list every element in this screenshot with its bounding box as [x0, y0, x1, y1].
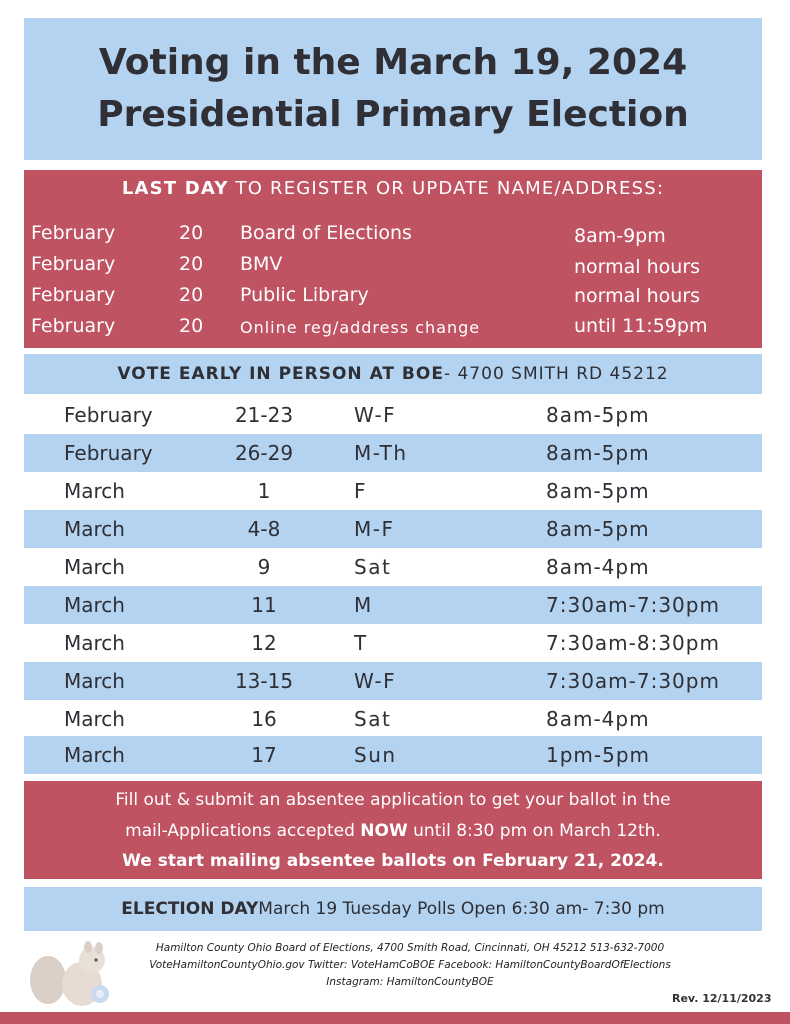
- ev-hours: 7:30am-7:30pm: [546, 669, 720, 693]
- registration-row: [24, 284, 762, 315]
- ev-days: T: [354, 631, 368, 655]
- early-voting-header: [24, 354, 762, 394]
- election-day-label: ELECTION DAY: [121, 899, 259, 919]
- ev-hours: 8am-5pm: [546, 517, 650, 541]
- early-voting-row: [24, 736, 762, 774]
- reg-day: 20: [179, 253, 204, 275]
- reg-month: February: [31, 253, 116, 275]
- registration-row: [24, 253, 762, 284]
- reg-hours: normal hours: [574, 256, 701, 278]
- early-voting-address: - 4700 SMITH RD 45212: [443, 364, 669, 384]
- early-voting-header-bold: VOTE EARLY IN PERSON AT BOE: [117, 364, 444, 384]
- ev-days: W-F: [354, 403, 397, 427]
- ev-days: W-F: [354, 669, 397, 693]
- ev-month: March: [64, 707, 125, 731]
- early-voting-row: [24, 510, 762, 548]
- ev-hours: 8am-4pm: [546, 555, 650, 579]
- registration-row: [24, 315, 762, 346]
- ev-dates: 16: [251, 707, 277, 731]
- ev-month: March: [64, 631, 125, 655]
- ev-dates: 21-23: [234, 403, 294, 427]
- early-voting-row: [24, 586, 762, 624]
- reg-place: Online reg/address change: [240, 318, 481, 337]
- revision-date: Rev. 12/11/2023: [672, 992, 772, 1005]
- absentee-line-2-pre: mail-Applications accepted: [125, 821, 361, 841]
- absentee-section: [24, 781, 762, 879]
- ev-month: February: [64, 441, 153, 465]
- ev-month: March: [64, 517, 125, 541]
- reg-hours: until 11:59pm: [574, 315, 708, 337]
- footer-line-3: Instagram: HamiltonCountyBOE: [326, 976, 494, 988]
- early-voting-row: [24, 700, 762, 738]
- ev-days: M-Th: [354, 441, 408, 465]
- early-voting-row: [24, 434, 762, 472]
- reg-month: February: [31, 315, 116, 337]
- ev-hours: 8am-4pm: [546, 707, 650, 731]
- registration-row: [24, 222, 762, 253]
- registration-section: [24, 170, 762, 348]
- footer-line-1: Hamilton County Ohio Board of Elections, 4700 Smith Road, Cincinnati, OH 45212 513-632-7000: [155, 942, 665, 954]
- reg-place: Public Library: [240, 284, 369, 306]
- ev-days: Sun: [354, 743, 397, 767]
- absentee-line-3: We start mailing absentee ballots on February 21, 2024.: [122, 851, 664, 871]
- reg-hours: normal hours: [574, 285, 701, 307]
- registration-header-bold: LAST DAY: [121, 178, 229, 199]
- absentee-line-1: Fill out & submit an absentee application to get your ballot in the: [115, 790, 671, 810]
- title-line-2: Presidential Primary Election: [97, 94, 689, 135]
- ev-days: F: [354, 479, 368, 503]
- ev-days: Sat: [354, 707, 392, 731]
- ev-hours: 8am-5pm: [546, 403, 650, 427]
- absentee-line-2: [24, 821, 762, 841]
- reg-day: 20: [179, 284, 204, 306]
- ev-month: March: [64, 555, 125, 579]
- ev-hours: 8am-5pm: [546, 479, 650, 503]
- early-voting-row: [24, 624, 762, 662]
- footer-contact: [90, 940, 730, 991]
- ev-month: March: [64, 479, 125, 503]
- title-line-1: Voting in the March 19, 2024: [98, 42, 688, 83]
- ev-hours: 1pm-5pm: [546, 743, 651, 767]
- ev-dates: 12: [251, 631, 277, 655]
- ev-dates: 11: [251, 593, 277, 617]
- ev-days: M: [354, 593, 373, 617]
- ev-days: Sat: [354, 555, 392, 579]
- reg-hours: 8am-9pm: [574, 225, 666, 247]
- ev-dates: 17: [251, 743, 277, 767]
- ev-dates: 13-15: [234, 669, 294, 693]
- ev-dates: 9: [257, 555, 271, 579]
- reg-month: February: [31, 222, 116, 244]
- ev-month: March: [64, 669, 125, 693]
- registration-header: [24, 178, 762, 199]
- early-voting-row: [24, 662, 762, 700]
- ev-days: M-F: [354, 517, 395, 541]
- absentee-line-2-post: until 8:30 pm on March 12th.: [407, 821, 661, 841]
- ev-month: March: [64, 593, 125, 617]
- election-day-details: March 19 Tuesday Polls Open 6:30 am- 7:30 pm: [258, 899, 665, 919]
- bottom-bar: [0, 1012, 790, 1024]
- early-voting-row: [24, 472, 762, 510]
- reg-month: February: [31, 284, 116, 306]
- absentee-now: NOW: [360, 821, 408, 841]
- election-day-banner: [24, 887, 762, 931]
- title-banner: [24, 18, 762, 160]
- reg-day: 20: [179, 222, 204, 244]
- ev-month: February: [64, 403, 153, 427]
- ev-hours: 8am-5pm: [546, 441, 650, 465]
- footer-line-2: VoteHamiltonCountyOhio.gov Twitter: VoteHamCoBOE Facebook: HamiltonCountyBoardOfElections: [149, 959, 671, 971]
- ev-dates: 26-29: [234, 441, 294, 465]
- registration-header-rest: TO REGISTER OR UPDATE NAME/ADDRESS:: [228, 178, 665, 199]
- ev-hours: 7:30am-7:30pm: [546, 593, 720, 617]
- reg-day: 20: [179, 315, 204, 337]
- ev-hours: 7:30am-8:30pm: [546, 631, 720, 655]
- ev-dates: 4-8: [247, 517, 281, 541]
- reg-place: BMV: [240, 253, 283, 275]
- reg-place: Board of Elections: [240, 222, 412, 244]
- early-voting-row: [24, 548, 762, 586]
- early-voting-row: [24, 396, 762, 434]
- ev-month: March: [64, 743, 125, 767]
- ev-dates: 1: [257, 479, 271, 503]
